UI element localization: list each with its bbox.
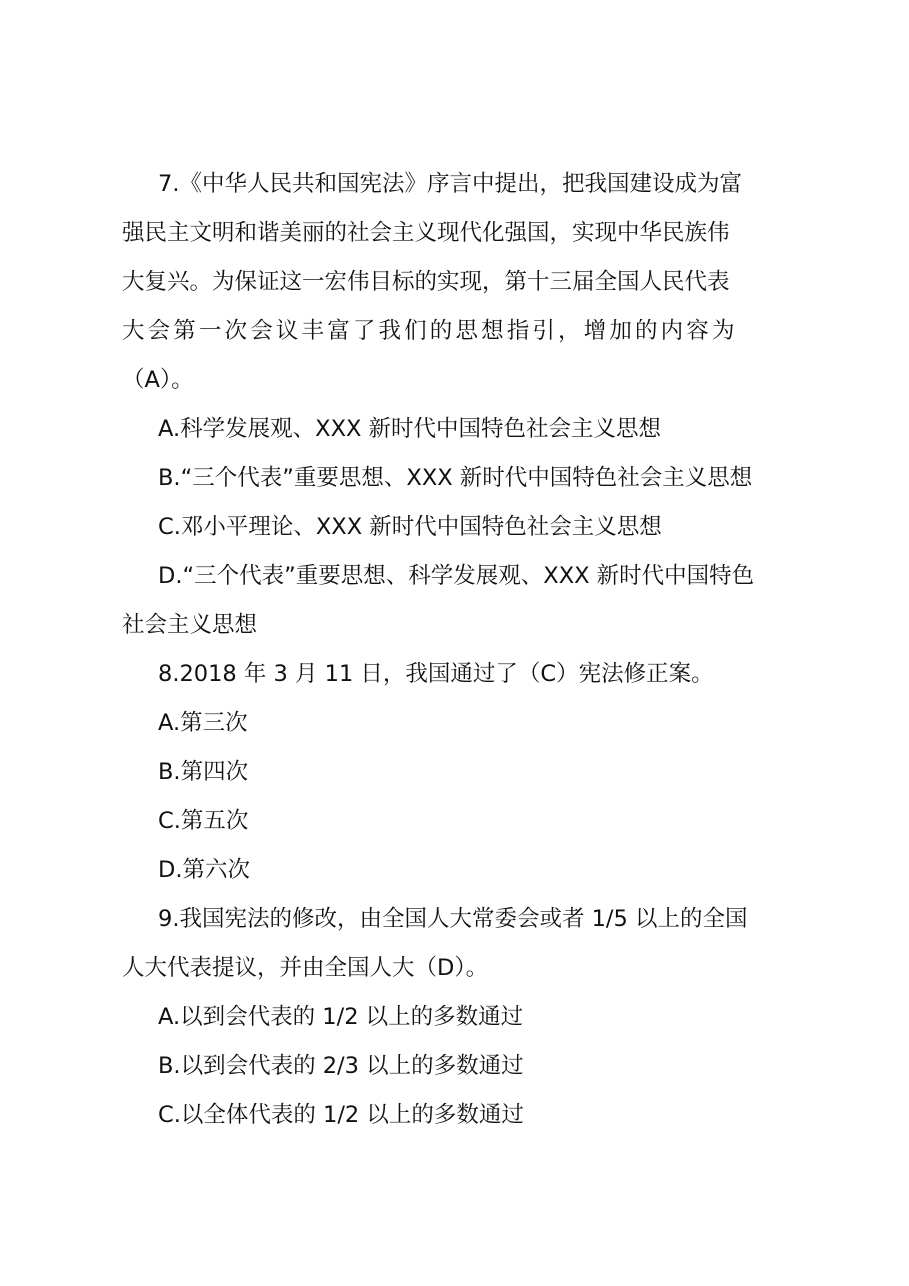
question-9-stem-line-1: 9.我国宪法的修改，由全国人大常委会或者 1/5 以上的全国	[158, 906, 748, 932]
question-8-option-a: A.第三次	[158, 710, 248, 736]
question-7-option-b: B.“三个代表”重要思想、XXX 新时代中国特色社会主义思想	[158, 465, 753, 491]
question-8-stem: 8.2018 年 3 月 11 日，我国通过了（C）宪法修正案。	[158, 661, 714, 687]
question-7-stem-line-4: 大会第一次会议丰富了我们的思想指引，增加的内容为	[122, 318, 738, 344]
question-7-stem-line-1: 7.《中华人民共和国宪法》序言中提出，把我国建设成为富	[158, 171, 742, 197]
question-9-option-b: B.以到会代表的 2/3 以上的多数通过	[158, 1053, 524, 1079]
question-9-option-a: A.以到会代表的 1/2 以上的多数通过	[158, 1004, 524, 1030]
question-7-stem-line-2: 强民主文明和谐美丽的社会主义现代化强国，实现中华民族伟	[122, 220, 730, 246]
question-7-option-c: C.邓小平理论、XXX 新时代中国特色社会主义思想	[158, 514, 662, 540]
question-7-option-a: A.科学发展观、XXX 新时代中国特色社会主义思想	[158, 416, 662, 442]
question-7-option-d-line-1: D.“三个代表”重要思想、科学发展观、XXX 新时代中国特色	[158, 563, 755, 589]
question-8-option-d: D.第六次	[158, 857, 250, 883]
question-7-option-d-line-2: 社会主义思想	[122, 612, 258, 638]
question-9-stem-line-2: 人大代表提议，并由全国人大（D）。	[122, 955, 489, 981]
question-7	[122, 160, 795, 650]
document-page	[122, 160, 795, 1140]
question-8-option-b: B.第四次	[158, 759, 249, 785]
question-9	[122, 895, 795, 1140]
question-9-option-c: C.以全体代表的 1/2 以上的多数通过	[158, 1102, 524, 1128]
question-7-stem-line-3: 大复兴。为保证这一宏伟目标的实现，第十三届全国人民代表	[122, 269, 730, 295]
question-8	[122, 650, 795, 895]
question-7-stem-line-5: （A）。	[122, 367, 194, 393]
question-8-option-c: C.第五次	[158, 808, 249, 834]
